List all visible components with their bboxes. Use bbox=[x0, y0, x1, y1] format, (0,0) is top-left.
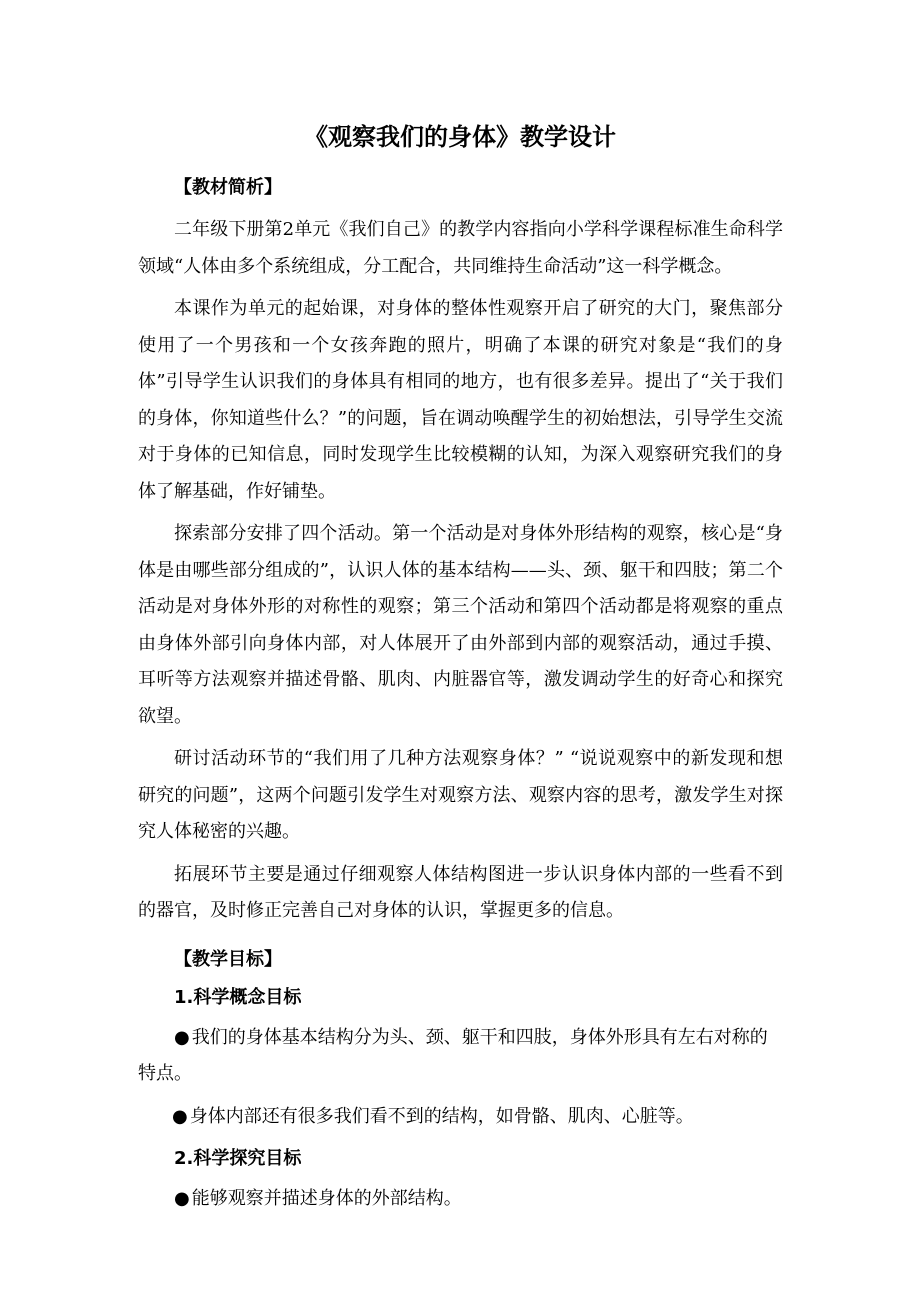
bullet-icon: ● bbox=[174, 1026, 190, 1048]
document-title: 《观察我们的身体》教学设计 bbox=[304, 123, 616, 151]
bullet-icon: ● bbox=[174, 1188, 190, 1209]
bullet-item bbox=[138, 1020, 783, 1093]
bullet-text: 身体内部还有很多我们看不到的结构，如骨骼、肌肉、心脏等。 bbox=[189, 1105, 694, 1127]
paragraph: 二年级下册第2单元《我们自己》的教学内容指向小学科学课程标准生命科学领域“人体由多个系统组成，分工配合，共同维持生命活动”这一科学概念。 bbox=[138, 219, 783, 277]
section-heading-teaching-objectives: 【教学目标】 bbox=[174, 948, 282, 970]
bullet-text: 我们的身体基本结构分为头、颈、躯干和四肢，身体外形具有左右对称的特点。 bbox=[138, 1026, 768, 1084]
section-heading-textbook-analysis: 【教材简析】 bbox=[174, 177, 282, 198]
paragraph: 拓展环节主要是通过仔细观察人体结构图进一步认识身体内部的一些看不到的器官，及时修正完善自己对身体的认识，掌握更多的信息。 bbox=[138, 863, 783, 921]
paragraph: 探索部分安排了四个活动。第一个活动是对身体外形结构的观察，核心是“身体是由哪些部分组成的”，认识人体的基本结构——头、颈、躯干和四肢；第二个活动是对身体外形的对称性的观察；第三个活动和第四个活动都是将观察的重点由身体外部引向身体内部，对人体展开了由外部到内部的观察活动，通过手摸、耳听等方法观察并描述骨骼、肌肉、内脏器官等，激发调动学生的好奇心和探究欲望。 bbox=[138, 523, 783, 727]
bullet-item bbox=[138, 1099, 783, 1136]
subsection-heading-inquiry-goals: 2.科学探究目标 bbox=[174, 1148, 302, 1169]
paragraph: 研讨活动环节的“我们用了几种方法观察身体？” “说说观察中的新发现和想研究的问题”，这两个问题引发学生对观察方法、观察内容的思考，激发学生对探究人体秘密的兴趣。 bbox=[138, 748, 783, 842]
bullet-icon: ● bbox=[172, 1105, 188, 1127]
paragraph: 本课作为单元的起始课，对身体的整体性观察开启了研究的大门，聚焦部分使用了一个男孩和一个女孩奔跑的照片，明确了本课的研究对象是“我们的身体”引导学生认识我们的身体具有相同的地方，也有很多差异。提出了“关于我们的身体，你知道些什么？”的问题，旨在调动唤醒学生的初始想法，引导学生交流对于身体的已知信息，同时发现学生比较模糊的认知，为深入观察研究我们的身体了解基础，作好铺垫。 bbox=[138, 298, 783, 502]
bullet-text: 能够观察并描述身体的外部结构。 bbox=[191, 1188, 462, 1209]
document-body bbox=[138, 170, 783, 1224]
bullet-item bbox=[138, 1181, 783, 1218]
subsection-heading-concept-goals: 1.科学概念目标 bbox=[174, 986, 302, 1008]
